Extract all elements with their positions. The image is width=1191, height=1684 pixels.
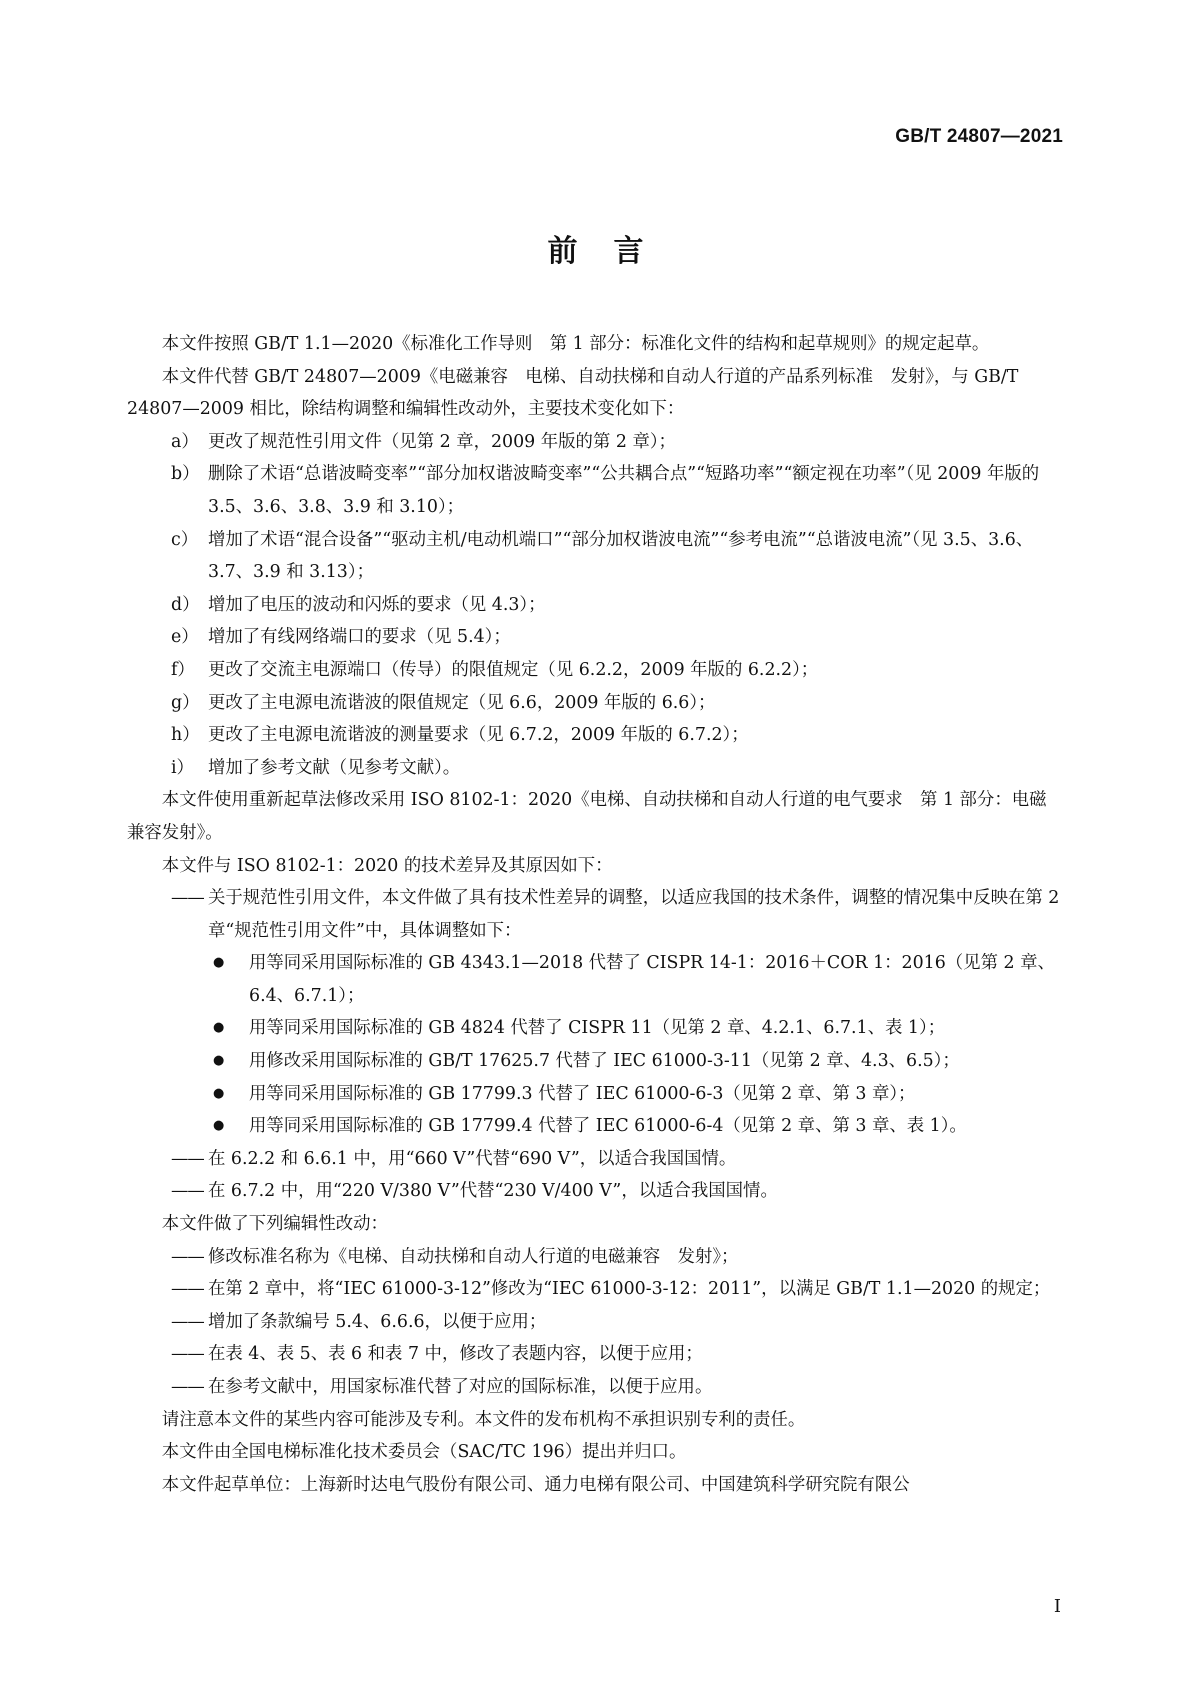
bullet-icon: ●: [213, 1053, 225, 1069]
paragraph-tech-differences: 本文件与 ISO 8102-1：2020 的技术差异及其原因如下：: [161, 855, 613, 876]
list-item: i） 增加了参考文献（见参考文献）。: [171, 757, 461, 778]
bullet-icon: ●: [213, 955, 225, 971]
list-item: g） 更改了主电源电流谐波的限值规定（见 6.6，2009 年版的 6.6）；: [171, 692, 716, 713]
paragraph-patent-notice: 请注意本文件的某些内容可能涉及专利。本文件的发布机构不承担识别专利的责任。: [161, 1409, 806, 1430]
dash-item: —— 关于规范性引用文件，本文件做了具有技术性差异的调整，以适应我国的技术条件，调整的情况集中反映在第 2 章“规范性引用文件”中，具体调整如下：: [171, 888, 1060, 941]
bullet-item: ● 用修改采用国际标准的 GB/T 17625.7 代替了 IEC 61000-3-11（见第 2 章、4.3、6.5）；: [127, 1045, 1063, 1078]
foreword-body: [127, 328, 1063, 1501]
dash-item: —— 在 6.2.2 和 6.6.1 中，用“660 V”代替“690 V”，以适合我国国情。: [171, 1148, 737, 1169]
list-item: f） 更改了交流主电源端口（传导）的限值规定（见 6.2.2，2009 年版的 6.2.2）；: [171, 659, 819, 680]
list-item: h） 更改了主电源电流谐波的测量要求（见 6.7.2，2009 年版的 6.7.2）；: [171, 725, 749, 746]
bullet-icon: ●: [213, 1085, 225, 1101]
bullet-item: ● 用等同采用国际标准的 GB 4824 代替了 CISPR 11（见第 2 章、4.2.1、6.7.1、表 1）；: [127, 1012, 1063, 1045]
list-item: e） 增加了有线网络端口的要求（见 5.4）；: [171, 627, 511, 648]
paragraph-replaces: 本文件代替 GB/T 24807—2009《电磁兼容 电梯、自动扶梯和自动人行道的产品系列标准 发射》，与 GB/T 24807—2009 相比，除结构调整和编辑性改动外，主要技术变化如下：: [127, 366, 1019, 420]
list-item: a） 更改了规范性引用文件（见第 2 章，2009 年版的第 2 章）；: [171, 431, 676, 452]
bullet-item: ● 用等同采用国际标准的 GB 17799.3 代替了 IEC 61000-6-3（见第 2 章、第 3 章）；: [127, 1078, 1063, 1111]
list-item: b） 删除了术语“总谐波畸变率”“部分加权谐波畸变率”“公共耦合点”“短路功率”“额定视在功率”（见 2009 年版的 3.5、3.6、3.8、3.9 和 3.10）；: [171, 464, 1040, 517]
list-item: c） 增加了术语“混合设备”“驱动主机/电动机端口”“部分加权谐波电流”“参考电流”“总谐波电流”（见 3.5、3.6、3.7、3.9 和 3.13）；: [171, 529, 1034, 583]
list-item: d） 增加了电压的波动和闪烁的要求（见 4.3）；: [171, 594, 546, 615]
bullet-item: ● 用等同采用国际标准的 GB 4343.1—2018 代替了 CISPR 14-1：2016＋COR 1：2016（见第 2 章、6.4、6.7.1）；: [127, 947, 1063, 1012]
dash-item: —— 在参考文献中，用国家标准代替了对应的国际标准，以便于应用。: [171, 1377, 713, 1397]
changes-list: [127, 426, 1063, 785]
paragraph-drafting-rules: 本文件按照 GB/T 1.1—2020《标准化工作导则 第 1 部分：标准化文件的结构和起草规则》的规定起草。: [161, 334, 990, 354]
dash-item: —— 在第 2 章中，将“IEC 61000-3-12”修改为“IEC 61000-3-12：2011”，以满足 GB/T 1.1—2020 的规定；: [171, 1279, 1051, 1300]
dash-item: —— 在表 4、表 5、表 6 和表 7 中，修改了表题内容，以便于应用；: [171, 1344, 703, 1365]
paragraph-editorial: 本文件做了下列编辑性改动：: [161, 1214, 388, 1235]
dash-item: —— 增加了条款编号 5.4、6.6.6，以便于应用；: [171, 1311, 547, 1332]
paragraph-proposer: 本文件由全国电梯标准化技术委员会（SAC/TC 196）提出并归口。: [161, 1442, 687, 1463]
dash-item: —— 修改标准名称为《电梯、自动扶梯和自动人行道的电磁兼容 发射》；: [171, 1246, 739, 1267]
standard-number: GB/T 24807—2021: [895, 126, 1063, 147]
bullet-icon: ●: [213, 1020, 225, 1036]
dash-item: —— 在 6.7.2 中，用“220 V/380 V”代替“230 V/400 V”，以适合我国国情。: [171, 1181, 778, 1202]
page-title: 前言: [547, 234, 680, 269]
paragraph-drafting-units: 本文件起草单位：上海新时达电气股份有限公司、通力电梯有限公司、中国建筑科学研究院有限公: [161, 1474, 910, 1495]
page-number: I: [1053, 1596, 1061, 1617]
paragraph-adoption: 本文件使用重新起草法修改采用 ISO 8102-1：2020《电梯、自动扶梯和自动人行道的电气要求 第 1 部分：电磁兼容发射》。: [127, 790, 1047, 843]
bullet-item: ● 用等同采用国际标准的 GB 17799.4 代替了 IEC 61000-6-4（见第 2 章、第 3 章、表 1）。: [127, 1110, 1063, 1143]
bullet-icon: ●: [213, 1118, 225, 1134]
bullet-list: [127, 947, 1063, 1143]
